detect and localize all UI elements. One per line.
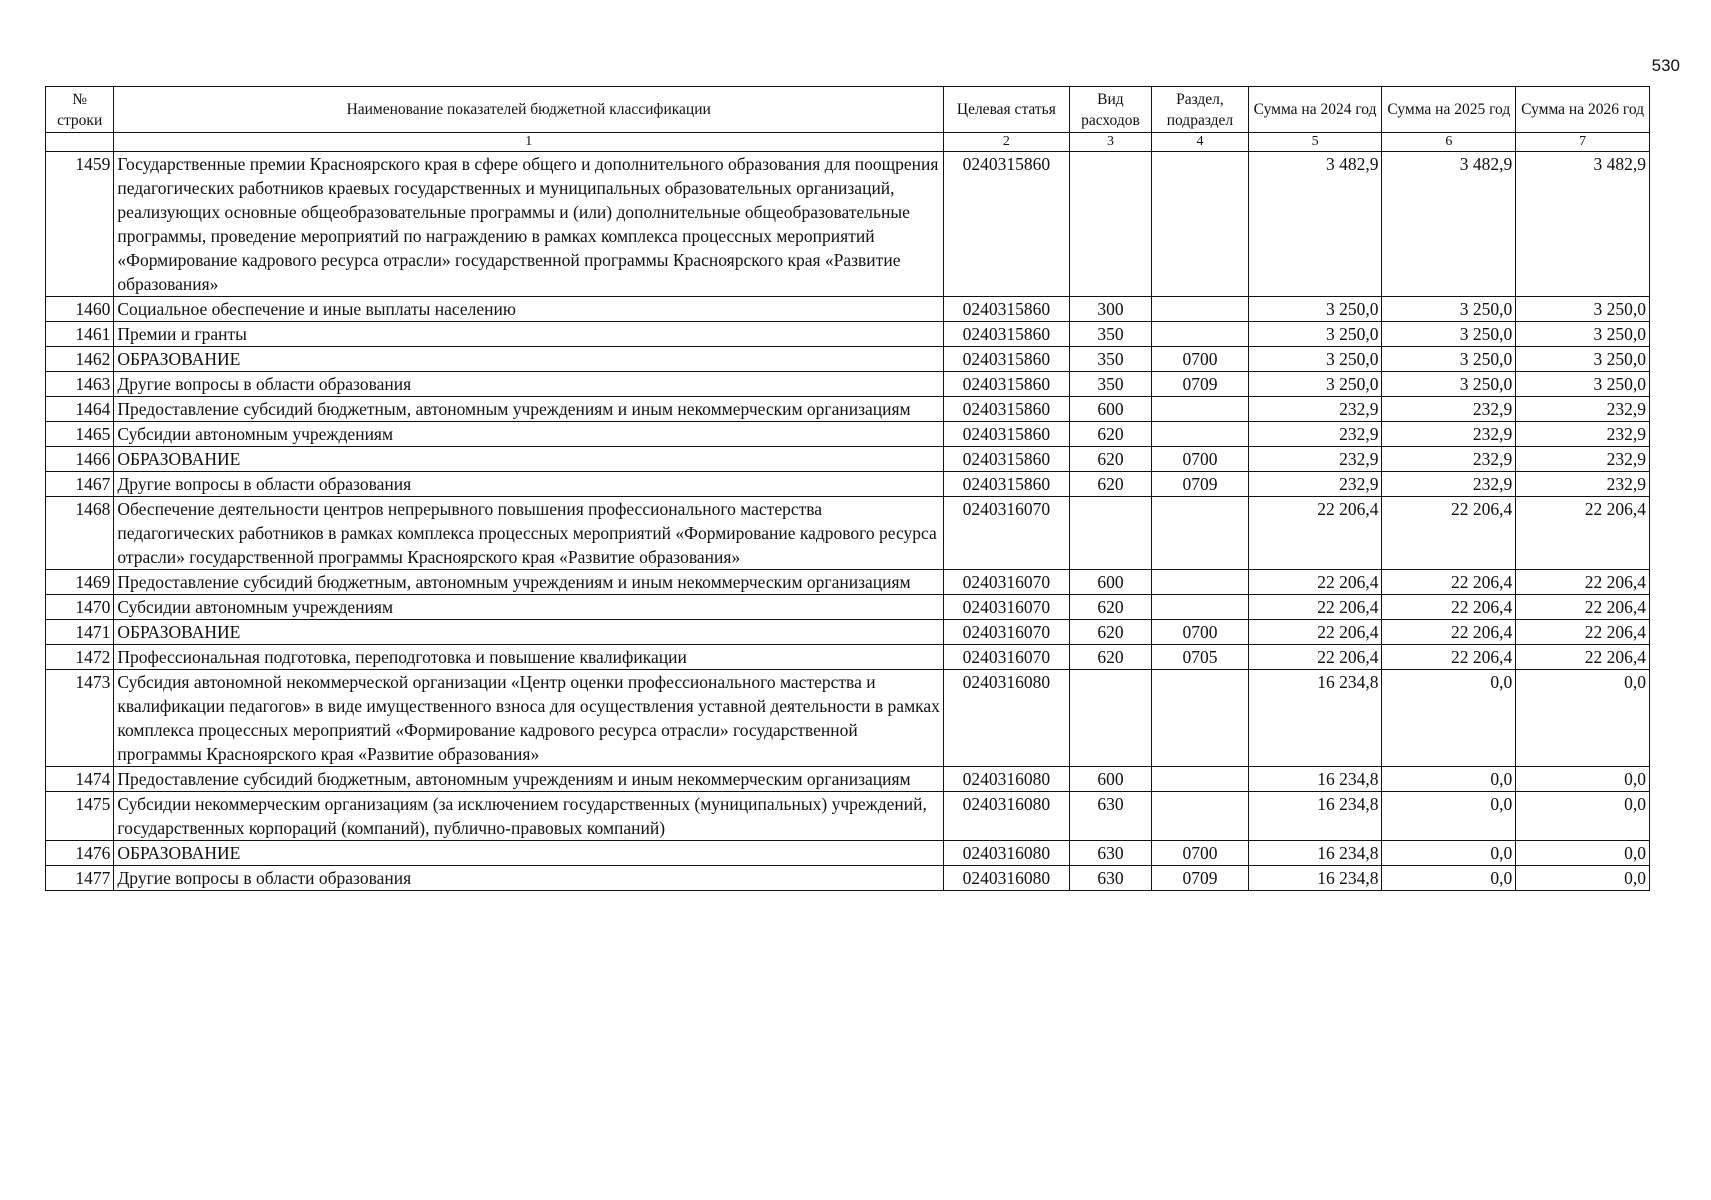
row-sum-2025: 3 250,0 — [1382, 372, 1516, 397]
row-name: ОБРАЗОВАНИЕ — [114, 447, 944, 472]
row-target-article: 0240315860 — [944, 397, 1070, 422]
row-number: 1470 — [46, 595, 114, 620]
row-number: 1469 — [46, 570, 114, 595]
header-expense-type: Вид расходов — [1069, 87, 1151, 133]
row-sum-2025: 0,0 — [1382, 841, 1516, 866]
column-number: 7 — [1516, 133, 1650, 152]
header-row-number: № строки — [46, 87, 114, 133]
row-number: 1474 — [46, 767, 114, 792]
row-number: 1465 — [46, 422, 114, 447]
row-section: 0700 — [1152, 347, 1249, 372]
column-number: 1 — [114, 133, 944, 152]
row-expense-type: 600 — [1069, 767, 1151, 792]
row-expense-type: 600 — [1069, 397, 1151, 422]
row-number: 1466 — [46, 447, 114, 472]
row-target-article: 0240315860 — [944, 372, 1070, 397]
row-number: 1462 — [46, 347, 114, 372]
row-target-article: 0240315860 — [944, 152, 1070, 297]
row-number: 1476 — [46, 841, 114, 866]
row-sum-2024: 232,9 — [1248, 447, 1382, 472]
row-name: Субсидия автономной некоммерческой организации «Центр оценки профессионального мастерства и квалификации педагогов» в виде имущественного взноса для осуществления уставной деятельности в рамках комплекса процессных мероприятий «Формирование кадрового ресурса отрасли» государственной программы Красноярского края «Развитие образования» — [114, 670, 944, 767]
column-number: 2 — [944, 133, 1070, 152]
row-sum-2024: 232,9 — [1248, 397, 1382, 422]
row-sum-2024: 16 234,8 — [1248, 670, 1382, 767]
header-sum-2024: Сумма на 2024 год — [1248, 87, 1382, 133]
table-row — [46, 347, 1650, 372]
row-section — [1152, 792, 1249, 841]
table-row — [46, 422, 1650, 447]
column-numbers-row — [46, 133, 1650, 152]
row-sum-2026: 22 206,4 — [1516, 570, 1650, 595]
row-section — [1152, 422, 1249, 447]
row-sum-2024: 3 250,0 — [1248, 297, 1382, 322]
row-section — [1152, 322, 1249, 347]
row-sum-2026: 22 206,4 — [1516, 645, 1650, 670]
row-number: 1475 — [46, 792, 114, 841]
row-sum-2024: 16 234,8 — [1248, 841, 1382, 866]
table-row — [46, 866, 1650, 891]
row-target-article: 0240316070 — [944, 595, 1070, 620]
row-name: ОБРАЗОВАНИЕ — [114, 347, 944, 372]
row-sum-2025: 3 250,0 — [1382, 347, 1516, 372]
table-row — [46, 322, 1650, 347]
row-target-article: 0240316080 — [944, 767, 1070, 792]
row-name: Субсидии автономным учреждениям — [114, 422, 944, 447]
row-expense-type: 630 — [1069, 866, 1151, 891]
row-sum-2026: 22 206,4 — [1516, 497, 1650, 570]
row-section: 0700 — [1152, 620, 1249, 645]
row-section — [1152, 397, 1249, 422]
table-row — [46, 792, 1650, 841]
row-expense-type: 620 — [1069, 472, 1151, 497]
row-expense-type: 620 — [1069, 620, 1151, 645]
column-number: 5 — [1248, 133, 1382, 152]
row-target-article: 0240315860 — [944, 297, 1070, 322]
row-sum-2026: 3 250,0 — [1516, 372, 1650, 397]
row-sum-2024: 232,9 — [1248, 472, 1382, 497]
row-sum-2025: 22 206,4 — [1382, 645, 1516, 670]
row-sum-2025: 22 206,4 — [1382, 497, 1516, 570]
header-target-article: Целевая статья — [944, 87, 1070, 133]
row-expense-type — [1069, 670, 1151, 767]
table-row — [46, 472, 1650, 497]
row-expense-type: 350 — [1069, 372, 1151, 397]
table-row — [46, 670, 1650, 767]
row-number: 1464 — [46, 397, 114, 422]
row-number: 1473 — [46, 670, 114, 767]
row-target-article: 0240316070 — [944, 645, 1070, 670]
table-row — [46, 297, 1650, 322]
row-target-article: 0240316070 — [944, 620, 1070, 645]
row-sum-2026: 0,0 — [1516, 670, 1650, 767]
header-name: Наименование показателей бюджетной классификации — [114, 87, 944, 133]
row-number: 1477 — [46, 866, 114, 891]
row-sum-2026: 0,0 — [1516, 767, 1650, 792]
row-sum-2025: 22 206,4 — [1382, 620, 1516, 645]
table-header-row — [46, 87, 1650, 133]
row-name: Социальное обеспечение и иные выплаты населению — [114, 297, 944, 322]
column-number: 4 — [1152, 133, 1249, 152]
row-sum-2026: 3 250,0 — [1516, 297, 1650, 322]
row-sum-2026: 0,0 — [1516, 866, 1650, 891]
row-sum-2026: 3 250,0 — [1516, 322, 1650, 347]
row-sum-2024: 22 206,4 — [1248, 595, 1382, 620]
row-section — [1152, 497, 1249, 570]
row-sum-2025: 232,9 — [1382, 472, 1516, 497]
row-section — [1152, 670, 1249, 767]
column-number: 3 — [1069, 133, 1151, 152]
table-row — [46, 645, 1650, 670]
row-section — [1152, 595, 1249, 620]
page-number: 530 — [1651, 56, 1680, 75]
row-name: Субсидии некоммерческим организациям (за исключением государственных (муниципальных) учреждений, государственных корпораций (компаний), публично-правовых компаний) — [114, 792, 944, 841]
row-target-article: 0240316070 — [944, 570, 1070, 595]
table-row — [46, 767, 1650, 792]
row-sum-2026: 232,9 — [1516, 422, 1650, 447]
row-number: 1467 — [46, 472, 114, 497]
row-sum-2025: 232,9 — [1382, 422, 1516, 447]
row-section: 0709 — [1152, 372, 1249, 397]
row-sum-2026: 22 206,4 — [1516, 620, 1650, 645]
table-body — [46, 152, 1650, 891]
row-target-article: 0240315860 — [944, 422, 1070, 447]
row-sum-2025: 3 482,9 — [1382, 152, 1516, 297]
row-expense-type: 300 — [1069, 297, 1151, 322]
row-number: 1463 — [46, 372, 114, 397]
row-sum-2026: 0,0 — [1516, 841, 1650, 866]
row-section — [1152, 152, 1249, 297]
row-name: ОБРАЗОВАНИЕ — [114, 620, 944, 645]
row-target-article: 0240316070 — [944, 497, 1070, 570]
row-name: Предоставление субсидий бюджетным, автономным учреждениям и иным некоммерческим организациям — [114, 397, 944, 422]
row-sum-2026: 232,9 — [1516, 397, 1650, 422]
row-number: 1459 — [46, 152, 114, 297]
row-sum-2026: 22 206,4 — [1516, 595, 1650, 620]
row-sum-2024: 3 250,0 — [1248, 372, 1382, 397]
row-section: 0700 — [1152, 841, 1249, 866]
row-sum-2026: 0,0 — [1516, 792, 1650, 841]
row-expense-type — [1069, 152, 1151, 297]
row-section: 0705 — [1152, 645, 1249, 670]
table-row — [46, 497, 1650, 570]
row-sum-2024: 22 206,4 — [1248, 570, 1382, 595]
row-name: Государственные премии Красноярского края в сфере общего и дополнительного образования для поощрения педагогических работников краевых государственных и муниципальных образовательных организаций, реализующих основные общеобразовательные программы и (или) дополнительные общеобразовательные программы, проведение мероприятий по награждению в рамках комплекса процессных мероприятий «Формирование кадрового ресурса отрасли» государственной программы Красноярского края «Развитие образования» — [114, 152, 944, 297]
row-name: Субсидии автономным учреждениям — [114, 595, 944, 620]
row-sum-2026: 3 482,9 — [1516, 152, 1650, 297]
row-number: 1471 — [46, 620, 114, 645]
row-sum-2024: 16 234,8 — [1248, 767, 1382, 792]
row-expense-type: 350 — [1069, 322, 1151, 347]
row-expense-type: 600 — [1069, 570, 1151, 595]
row-section: 0700 — [1152, 447, 1249, 472]
table-row — [46, 620, 1650, 645]
row-sum-2026: 232,9 — [1516, 472, 1650, 497]
row-target-article: 0240315860 — [944, 472, 1070, 497]
column-number: 6 — [1382, 133, 1516, 152]
row-target-article: 0240315860 — [944, 347, 1070, 372]
row-sum-2025: 0,0 — [1382, 866, 1516, 891]
row-name: Другие вопросы в области образования — [114, 866, 944, 891]
row-sum-2025: 232,9 — [1382, 447, 1516, 472]
row-sum-2025: 232,9 — [1382, 397, 1516, 422]
row-sum-2025: 22 206,4 — [1382, 570, 1516, 595]
table-row — [46, 570, 1650, 595]
row-target-article: 0240315860 — [944, 322, 1070, 347]
table-row — [46, 447, 1650, 472]
row-expense-type: 620 — [1069, 422, 1151, 447]
table-row — [46, 397, 1650, 422]
row-sum-2024: 16 234,8 — [1248, 866, 1382, 891]
row-name: Премии и гранты — [114, 322, 944, 347]
row-section — [1152, 767, 1249, 792]
row-section — [1152, 297, 1249, 322]
header-section: Раздел, подраздел — [1152, 87, 1249, 133]
row-sum-2025: 22 206,4 — [1382, 595, 1516, 620]
header-sum-2025: Сумма на 2025 год — [1382, 87, 1516, 133]
row-sum-2024: 3 250,0 — [1248, 347, 1382, 372]
header-sum-2026: Сумма на 2026 год — [1516, 87, 1650, 133]
row-name: Другие вопросы в области образования — [114, 372, 944, 397]
row-sum-2024: 22 206,4 — [1248, 620, 1382, 645]
row-sum-2024: 22 206,4 — [1248, 645, 1382, 670]
row-sum-2026: 232,9 — [1516, 447, 1650, 472]
row-number: 1461 — [46, 322, 114, 347]
row-name: ОБРАЗОВАНИЕ — [114, 841, 944, 866]
row-sum-2025: 0,0 — [1382, 792, 1516, 841]
row-number: 1468 — [46, 497, 114, 570]
row-target-article: 0240316080 — [944, 841, 1070, 866]
row-sum-2024: 16 234,8 — [1248, 792, 1382, 841]
row-name: Другие вопросы в области образования — [114, 472, 944, 497]
row-sum-2024: 3 482,9 — [1248, 152, 1382, 297]
table-row — [46, 595, 1650, 620]
table-row — [46, 372, 1650, 397]
row-sum-2025: 3 250,0 — [1382, 297, 1516, 322]
row-number: 1472 — [46, 645, 114, 670]
row-target-article: 0240316080 — [944, 792, 1070, 841]
row-expense-type: 620 — [1069, 447, 1151, 472]
row-expense-type — [1069, 497, 1151, 570]
row-target-article: 0240315860 — [944, 447, 1070, 472]
row-section: 0709 — [1152, 866, 1249, 891]
row-sum-2024: 22 206,4 — [1248, 497, 1382, 570]
row-expense-type: 620 — [1069, 595, 1151, 620]
row-sum-2025: 0,0 — [1382, 767, 1516, 792]
row-sum-2025: 3 250,0 — [1382, 322, 1516, 347]
row-sum-2025: 0,0 — [1382, 670, 1516, 767]
table-row — [46, 841, 1650, 866]
row-target-article: 0240316080 — [944, 670, 1070, 767]
budget-table — [45, 86, 1650, 891]
row-name: Обеспечение деятельности центров непрерывного повышения профессионального мастерства педагогических работников в рамках комплекса процессных мероприятий «Формирование кадрового ресурса отрасли» государственной программы Красноярского края «Развитие образования» — [114, 497, 944, 570]
row-sum-2026: 3 250,0 — [1516, 347, 1650, 372]
table-row — [46, 152, 1650, 297]
row-sum-2024: 232,9 — [1248, 422, 1382, 447]
row-expense-type: 350 — [1069, 347, 1151, 372]
row-name: Предоставление субсидий бюджетным, автономным учреждениям и иным некоммерческим организациям — [114, 767, 944, 792]
row-section — [1152, 570, 1249, 595]
row-sum-2024: 3 250,0 — [1248, 322, 1382, 347]
row-expense-type: 630 — [1069, 792, 1151, 841]
column-number — [46, 133, 114, 152]
row-expense-type: 630 — [1069, 841, 1151, 866]
row-number: 1460 — [46, 297, 114, 322]
row-target-article: 0240316080 — [944, 866, 1070, 891]
row-expense-type: 620 — [1069, 645, 1151, 670]
row-name: Профессиональная подготовка, переподготовка и повышение квалификации — [114, 645, 944, 670]
row-name: Предоставление субсидий бюджетным, автономным учреждениям и иным некоммерческим организациям — [114, 570, 944, 595]
row-section: 0709 — [1152, 472, 1249, 497]
